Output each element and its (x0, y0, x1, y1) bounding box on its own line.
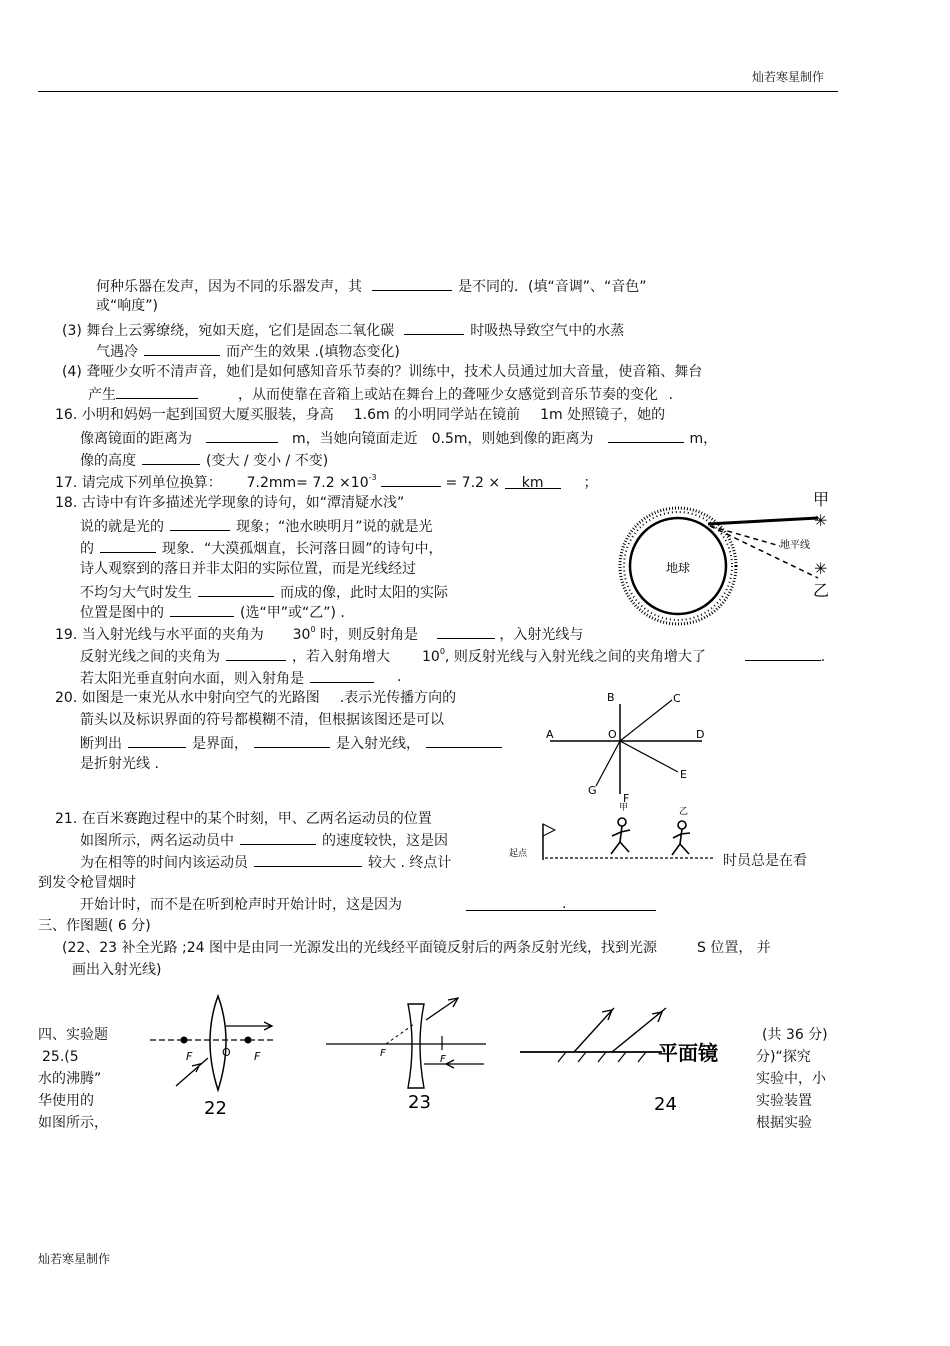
line-text: ，若入射角增大 (292, 649, 390, 665)
line-text: 或“响度”) (96, 298, 158, 314)
line-text: (3) 舞台上云雾缭绕，宛如天庭，它们是固态二氧化碳 (62, 323, 395, 339)
text-line-l26b (723, 852, 807, 870)
line-text: (变大 / 变小 / 不变) (206, 453, 329, 469)
answer-blank[interactable] (426, 733, 502, 748)
text-line-l19 (80, 668, 374, 688)
line-text: 华使用的 (38, 1093, 94, 1109)
runner-jia-icon (611, 818, 630, 854)
fig23-dashed-ray (386, 1024, 414, 1044)
text-line-l4 (96, 341, 400, 361)
line-text: (共 36 分) (762, 1027, 828, 1043)
concave-lens-icon (408, 1004, 424, 1088)
answer-blank[interactable] (608, 428, 684, 443)
line-text: ，从而使靠在音箱上或站在舞台上的聋哑少女感觉到音乐节奏的变化 (238, 387, 658, 403)
label-d: D (696, 728, 705, 741)
line-text: 像的高度 (80, 453, 136, 469)
footer-text: 灿若寒星制作 (38, 1252, 111, 1266)
line-text: 位置是图中的 (80, 605, 164, 621)
line-text: 而产生的效果 .(填物态变化) (226, 344, 400, 360)
fig24-arrow-2-icon (652, 1012, 662, 1022)
q17-expr: 7.2mm= 7.2 ×10 (246, 475, 369, 491)
line-text: (22、23 补全光路 ;24 图中是由同一光源发出的光线经平面镜反射后的两条反射光线，找到光源 (62, 940, 657, 956)
earth-figure (610, 488, 845, 628)
line-text: 断判出 (80, 736, 122, 752)
fig23-f-left: F (380, 1048, 386, 1059)
line-text: 是入射光线， (336, 736, 420, 752)
line-text: 实验装置 (756, 1093, 812, 1109)
jia-label: 甲 (813, 490, 830, 509)
q19-line-1 (55, 624, 583, 644)
text-line-l12 (80, 516, 433, 536)
convex-lens-icon (210, 996, 226, 1090)
line-text: 气遇冷 (96, 344, 138, 360)
fig22-focus-right (245, 1037, 252, 1044)
text-line-l24 (55, 810, 432, 828)
answer-blank[interactable] (170, 602, 234, 617)
race-start-label: 起点 (509, 849, 528, 859)
answer-blank[interactable] (254, 852, 362, 867)
fig22-number: 22 (204, 1098, 227, 1119)
horizon-label: 地平线 (780, 540, 810, 551)
q17-blank-1[interactable] (381, 472, 441, 487)
line-text: 如图所示，两名运动员中 (80, 833, 234, 849)
answer-blank[interactable] (100, 538, 156, 553)
text-line-l18 (80, 646, 390, 666)
text-line-l16 (80, 602, 345, 622)
text-line-l22 (80, 733, 502, 753)
line-text: 1m 处照镜子，她的 (540, 407, 666, 423)
text-line-l5 (62, 363, 702, 381)
line-text: 若太阳光垂直射向水面，则入射角是 (80, 671, 304, 687)
mirror-hatch (558, 1052, 646, 1062)
answer-blank[interactable] (254, 733, 330, 748)
q19-blank-1[interactable] (437, 624, 495, 639)
line-text: (选“甲”或“乙”) . (240, 605, 345, 621)
text-line-l26 (80, 852, 451, 872)
q17-expr-2: = 7.2 × (445, 475, 501, 491)
line-text: 是界面， (192, 736, 248, 752)
q19-text: 时，则反射角是 (320, 627, 418, 643)
answer-blank[interactable] (128, 733, 186, 748)
answer-blank[interactable] (310, 668, 374, 683)
q17-blank-2[interactable] (505, 474, 561, 489)
label-e: E (680, 768, 687, 781)
line-text: 像离镜面的距离为 (80, 431, 192, 447)
line-text: 如图所示， (38, 1115, 108, 1131)
line-text: 1.6m 的小明同学站在镜前 (353, 407, 521, 423)
answer-blank[interactable] (142, 450, 200, 465)
line-text: 四、实验题 (38, 1027, 108, 1043)
header-rule (38, 91, 838, 92)
race-yi-label: 乙 (679, 807, 689, 817)
q17-unit: km (521, 475, 544, 491)
text-line-l34a (38, 1070, 101, 1088)
text-line-l6 (88, 384, 673, 404)
fig23-ray-out (426, 998, 458, 1020)
line-text: 时吸热导致空气中的水蒸 (470, 323, 625, 339)
answer-blank[interactable] (170, 516, 230, 531)
q19-end: . (820, 649, 826, 665)
line-text: . (664, 387, 673, 403)
line-text: 产生 (88, 387, 116, 403)
answer-blank[interactable] (404, 320, 464, 335)
q19-angle: 30 (292, 627, 311, 643)
q21-dot: . (562, 896, 567, 912)
fig24-number: 24 (654, 1094, 677, 1115)
line-text: 根据实验 (756, 1115, 812, 1131)
q19-prompt: 19. 当入射光线与水平面的夹角为 (55, 627, 264, 643)
answer-blank[interactable] (116, 384, 198, 399)
line-text: 说的就是光的 (80, 519, 164, 535)
figure-22-lens (148, 990, 278, 1120)
text-line-l11 (55, 494, 404, 512)
text-line-l7 (55, 406, 665, 424)
label-f: F (623, 792, 630, 804)
q17-line (55, 472, 598, 492)
fig23-f-right: F (440, 1054, 446, 1065)
answer-blank[interactable] (372, 276, 452, 291)
figure-24-mirror (516, 990, 738, 1120)
fig22-f-left: F (186, 1050, 193, 1063)
answer-blank[interactable] (240, 830, 316, 845)
text-line-l23 (80, 755, 159, 773)
text-line-l13 (80, 538, 443, 558)
text-line-l36b (756, 1114, 812, 1132)
line-text: m， (689, 431, 718, 447)
q17-exponent: -3 (368, 473, 377, 482)
q19-dot: . (397, 669, 402, 685)
text-line-l3 (62, 320, 624, 340)
text-line-l20 (55, 689, 456, 707)
line-text: 而成的像，此时太阳的实际 (280, 585, 448, 601)
line-text: S 位置， 并 (696, 940, 771, 956)
q17-end: ； (583, 475, 598, 491)
label-b: B (607, 691, 615, 704)
text-line-l29 (38, 917, 151, 935)
line-text: 分)“探究 (756, 1049, 811, 1065)
line-text: 画出入射光线) (72, 962, 162, 978)
line-text: 现象；“池水映明月”说的就是光 (236, 519, 433, 535)
fig22-f-right: F (254, 1050, 261, 1063)
sun-jia-icon: ✳ (814, 511, 828, 530)
text-line-l14 (80, 560, 416, 578)
text-line-l2 (96, 297, 158, 315)
line-text: 何种乐器在发声，因为不同的乐器发声，其 (96, 279, 362, 295)
line-text: 18. 古诗中有许多描述光学现象的诗句，如“潭清疑水浅” (55, 495, 405, 511)
line-text: 现象．“大漠孤烟直，长河落日圆”的诗句中， (162, 541, 443, 557)
q19-text-3: , 则反射光线与入射光线之间的夹角增大了 (444, 649, 706, 665)
q19-degree: 0 (310, 625, 316, 634)
label-a: A (546, 728, 554, 741)
line-text: 较大 . 终点计 (368, 855, 452, 871)
ray-og (596, 741, 620, 786)
ray-oc (620, 700, 672, 741)
text-line-l30 (62, 939, 771, 957)
line-text: 的 (80, 541, 94, 557)
header-text: 灿若寒星制作 (752, 70, 825, 84)
q19-line-2-tail (422, 646, 825, 666)
text-line-l15 (80, 582, 448, 602)
fig23-number: 23 (408, 1092, 431, 1113)
label-c: C (673, 692, 681, 705)
text-line-l8 (80, 428, 717, 448)
ray-oe (620, 741, 678, 772)
q17-prompt: 17. 请完成下列单位换算： (55, 475, 222, 491)
line-text: 是折射光线 . (80, 756, 159, 772)
label-g: G (588, 784, 597, 797)
fig22-o: O (222, 1046, 231, 1059)
line-text: 实验中，小 (756, 1071, 826, 1087)
text-line-l34b (756, 1070, 826, 1088)
text-line-l9 (80, 450, 328, 470)
q21-blank-reason[interactable] (466, 896, 656, 911)
line-text: 不均匀大气时发生 (80, 585, 192, 601)
text-line-l21 (80, 711, 444, 729)
answer-blank[interactable] (144, 341, 220, 356)
text-line-l28 (80, 896, 402, 914)
line-text: 为在相等的时间内该运动员 (80, 855, 248, 871)
text-line-l35a (38, 1092, 94, 1110)
answer-blank[interactable] (206, 428, 278, 443)
line-text: 0.5m，则她到像的距离为 (431, 431, 594, 447)
earth-label: 地球 (666, 561, 691, 575)
race-figure (505, 800, 720, 868)
q19-angle-2: 10 (422, 649, 440, 665)
label-o: O (608, 728, 617, 741)
line-text: 箭头以及标识界面的符号都模糊不清，但根据该图还是可以 (80, 712, 444, 728)
line-text: m，当她向镜面走近 (292, 431, 418, 447)
fig22-focus-left (181, 1037, 188, 1044)
figure-23-lens (322, 990, 490, 1120)
runner-yi-icon (672, 821, 690, 855)
text-line-l1 (96, 276, 646, 296)
text-line-l33a (42, 1048, 79, 1066)
line-text: 诗人观察到的落日并非太阳的实际位置，而是光线经过 (80, 561, 416, 577)
q19-text-2: ，入射光线与 (499, 627, 584, 643)
fig24-ray-1 (574, 1008, 614, 1052)
line-text: 的速度较快，这是因 (322, 833, 448, 849)
sun-ray-line (708, 518, 818, 524)
line-text: 水的沸腾” (38, 1071, 102, 1087)
text-line-l32a (38, 1026, 108, 1044)
text-line-l25 (80, 830, 448, 850)
text-line-l32b (762, 1026, 828, 1044)
text-line-l33b (756, 1048, 811, 1066)
sun-yi-icon: ✳ (814, 559, 828, 578)
line-text: 时员总是在看 (723, 853, 807, 869)
line-text: 21. 在百米赛跑过程中的某个时刻，甲、乙两名运动员的位置 (55, 811, 432, 827)
start-flag-icon (543, 824, 555, 836)
line-text: 反射光线之间的夹角为 (80, 649, 220, 665)
line-text: 20. 如图是一束光从水中射向空气的光路图 (55, 690, 320, 706)
yi-label: 乙 (813, 581, 830, 600)
line-text: 25.(5 (42, 1049, 79, 1065)
line-text: 三、作图题( 6 分) (38, 918, 151, 934)
answer-blank[interactable] (226, 646, 286, 661)
line-text: (4) 聋哑少女听不清声音，她们是如何感知音乐节奏的？训练中，技术人员通过加大音量，使音箱、舞台 (62, 364, 703, 380)
line-text: .表示光传播方向的 (339, 690, 457, 706)
text-line-l35b (756, 1092, 812, 1110)
text-line-l27 (38, 874, 136, 892)
line-text: 到发令枪冒烟时 (38, 875, 136, 891)
line-text: 16. 小明和妈妈一起到国贸大厦买服装，身高 (55, 407, 334, 423)
answer-blank[interactable] (198, 582, 274, 597)
q19-degree-2: 0 (439, 647, 445, 656)
text-line-l36a (38, 1114, 108, 1132)
q19-blank-3[interactable] (745, 646, 821, 661)
text-line-l31 (72, 961, 161, 979)
refraction-figure (540, 686, 710, 804)
mirror-label: 平面镜 (658, 1041, 718, 1065)
race-jia-label: 甲 (619, 803, 629, 813)
line-text: 开始计时，而不是在听到枪声时开始计时，这是因为 (80, 897, 402, 913)
line-text: 是不同的．(填“音调”、“音色” (458, 279, 647, 295)
